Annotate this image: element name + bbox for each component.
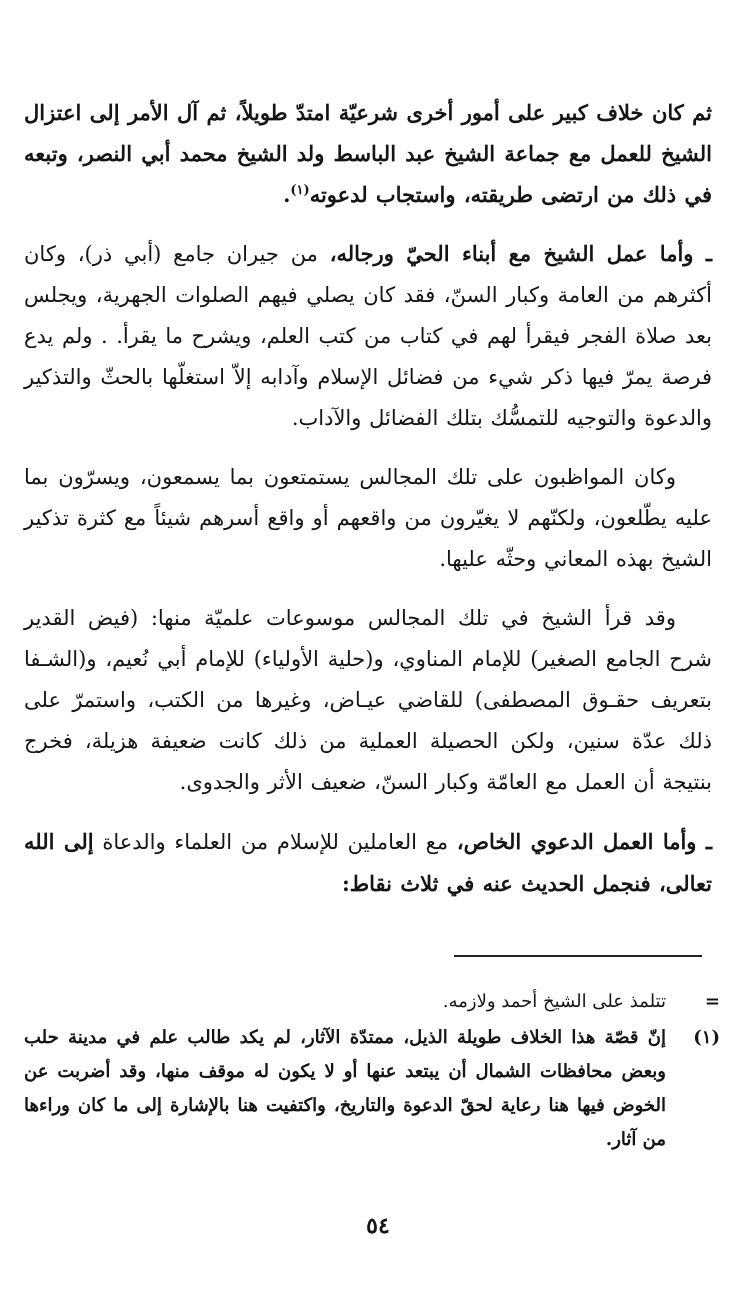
footnote-1-text: إنّ قصّة هذا الخلاف طويلة الذيل، ممتدّة الآثار، لم يكد طالب علم في مدينة حلب وبعض محافظات الشمال أن يبتعد عنها أو لا يكون له موقف منها، وقد أضربت عن الخوض فيها هنا رعاية لحقّ الدعوة والتاريخ، واكتفيت هنا بالإشارة إلى ما كان وراءها من آثار. (24, 1027, 666, 1150)
paragraph-2 (24, 233, 712, 439)
paragraph-3: وكان المواظبون على تلك المجالس يستمتعون بما يسمعون، ويسرّون بما عليه يطّلعون، ولكنّهم لا يغيّرون من واقعهم أو واقع أسرهم شيئاً مع كثرة تذكير الشيخ بهذه المعاني وحثّه عليها. (24, 465, 712, 571)
paragraph-2-lead: ـ وأما عمل الشيخ مع أبناء الحيّ ورجاله، (329, 241, 712, 266)
paragraph-4: وقد قرأ الشيخ في تلك المجالس موسوعات علميّة منها: (فيض القدير شرح الجامع الصغير) للإمام المناوي، و(حلية الأولياء) للإمام أبي نُعيم، و(الشـفا بتعريف حقـوق المصطفى) للقاضي عيـاض، وغيرها من الكتب، واستمرّ على ذلك عدّة سنين، ولكن الحصيلة العملية من ذلك كانت ضعيفة هزيلة، فخرج بنتيجة أن العمل مع العامّة وكبار السنّ، ضعيف الأثر والجدوى. (24, 606, 712, 794)
paragraph-5-bold-end: إلى الله تعالى، فنجمل الحديث عنه في ثلاث نقاط: (24, 829, 712, 896)
paragraph-1-text: ثم كان خلاف كبير على أمور أخرى شرعيّة امتدّ طويلاً، ثم آل الأمر إلى اعتزال الشيخ للعمل مع جماعة الشيخ عبد الباسط ولد الشيخ محمد أبي النصر، وتبعه في ذلك من ارتضى طريقته، واستجاب لدعوته (24, 100, 712, 207)
paragraph-5 (24, 821, 712, 905)
footnote-continuation-mark: = (704, 991, 720, 1012)
main-text (24, 92, 712, 923)
paragraph-5-lead: ـ وأما العمل الدعوي الخاص، (456, 829, 712, 854)
footnote-continuation-text: تتلمذ على الشيخ أحمد ولازمه. (442, 991, 666, 1012)
footnote-continuation (24, 985, 726, 1019)
page-number: ٥٤ (366, 1213, 390, 1239)
paragraph-1 (24, 92, 712, 215)
footnotes (24, 985, 726, 1159)
footnote-separator (454, 955, 702, 957)
paragraph-2-text: من جيران جامع (أبي ذر)، وكان أكثرهم من العامة وكبار السنّ، فقد كان يصلي فيهم الصلوات الجهرية، ويجلس بعد صلاة الفجر فيقرأ لهم في كتاب من كتب العلم، ويشرح ما يقرأ. . ولم يدع فرصة يمرّ فيها ذكر شيء من فضائل الإسلام وآدابه إلاّ استغلّها بالحثّ والتذكير والدعوة والتوجيه للتمسُّك بتلك الفضائل والآداب. (24, 242, 712, 430)
paragraph-1-end: . (283, 182, 291, 207)
footnote-1 (24, 1021, 726, 1157)
footnote-ref-1: (١) (290, 183, 310, 198)
paragraph-5-text: مع العاملين للإسلام من العلماء والدعاة (102, 830, 449, 854)
footnote-1-mark: (١) (693, 1027, 720, 1048)
